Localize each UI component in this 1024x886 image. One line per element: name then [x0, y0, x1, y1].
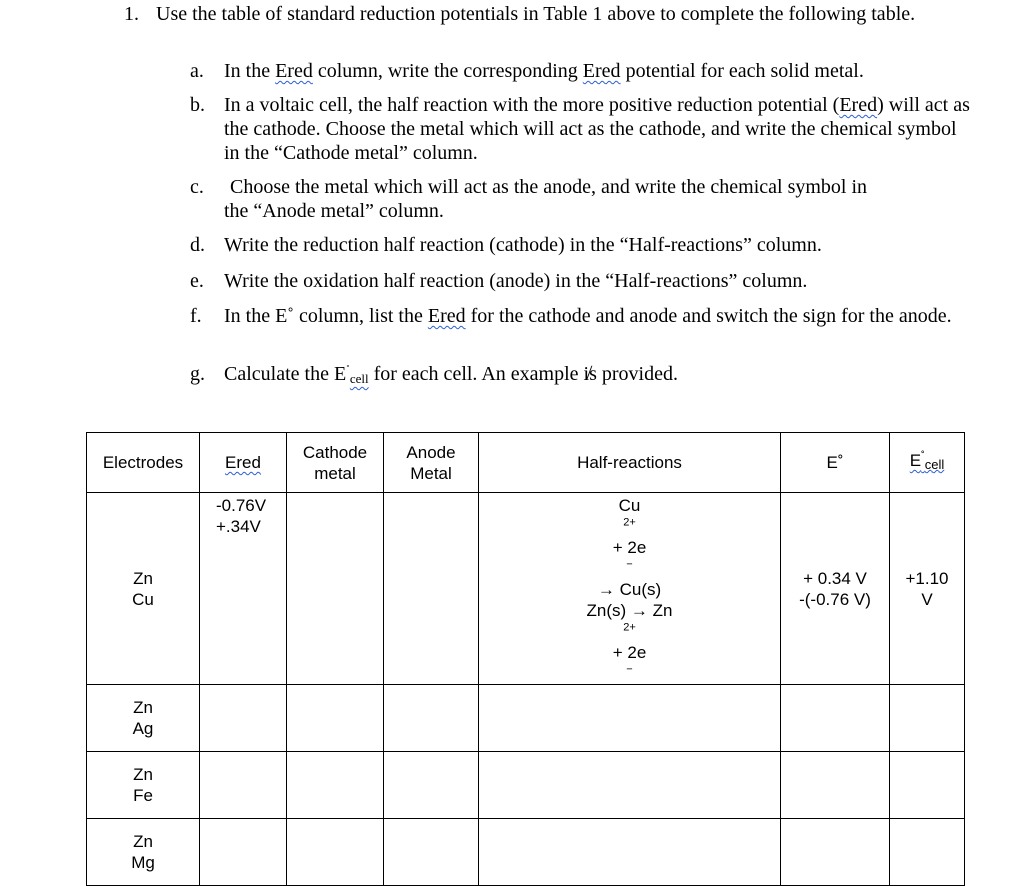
table-header-row — [87, 433, 965, 493]
instruction-g-label: g. — [190, 363, 205, 385]
instruction-f-label: f. — [190, 305, 202, 327]
half-reactions-cell[interactable] — [479, 752, 781, 819]
instruction-f-text: In the E˚ column, list the Ered for the cathode and anode and switch the sign for the anode. — [224, 305, 952, 327]
e-standard-cell[interactable] — [781, 752, 890, 819]
electrodes-cell: Zn Mg — [87, 819, 200, 886]
instruction-c-text: Choose the metal which will act as the anode, and write the chemical symbol in the “Anode metal” column. — [224, 176, 868, 222]
instruction-a-text: In the Ered column, write the corresponding Ered potential for each solid metal. — [224, 60, 864, 82]
reduction-potential-table — [86, 432, 965, 886]
half-reactions-cell[interactable]: Cu $^{2+}$ + 2e − → Cu(s) Zn(s) → Zn $^{2+}$ + 2e − — [479, 493, 781, 685]
instruction-b-label: b. — [190, 94, 205, 116]
e-standard-cell[interactable] — [781, 685, 890, 752]
ered-cell[interactable] — [200, 685, 287, 752]
instruction-e-text: Write the oxidation half reaction (anode) in the “Half-reactions” column. — [224, 270, 808, 292]
header-anode-metal: Anode Metal — [384, 433, 479, 493]
header-e-cell: $E^˚_{cell}$ — [890, 433, 965, 493]
ered-cell[interactable] — [200, 752, 287, 819]
table-row — [87, 819, 965, 886]
cathode-metal-cell[interactable] — [287, 493, 384, 685]
question-number: 1. — [124, 3, 139, 25]
anode-metal-cell[interactable] — [384, 752, 479, 819]
ered-cell[interactable]: -0.76V +.34V — [200, 493, 287, 685]
ered-cell[interactable] — [200, 819, 287, 886]
table-row — [87, 752, 965, 819]
table-row — [87, 685, 965, 752]
instruction-c-label: c. — [190, 176, 204, 198]
half-reactions-cell[interactable] — [479, 685, 781, 752]
instruction-d-label: d. — [190, 234, 205, 256]
instruction-e-label: e. — [190, 270, 204, 292]
electrodes-cell: Zn Ag — [87, 685, 200, 752]
header-cathode-metal: Cathode metal — [287, 433, 384, 493]
anode-metal-cell[interactable] — [384, 819, 479, 886]
header-ered: Ered — [200, 433, 287, 493]
table-row — [87, 493, 965, 685]
electrodes-cell: Zn Fe — [87, 752, 200, 819]
cathode-metal-cell[interactable] — [287, 752, 384, 819]
half-reactions-cell[interactable] — [479, 819, 781, 886]
e-cell-cell[interactable] — [890, 752, 965, 819]
e-cell-cell[interactable] — [890, 819, 965, 886]
instruction-g-text: Calculate the $E^˚_{cell}$ for each cell. An example is provided. — [224, 363, 678, 386]
anode-metal-cell[interactable] — [384, 685, 479, 752]
anode-metal-cell[interactable] — [384, 493, 479, 685]
e-standard-cell[interactable] — [781, 819, 890, 886]
e-cell-cell[interactable]: +1.10 V — [890, 493, 965, 685]
header-e-standard: E˚ — [781, 433, 890, 493]
e-standard-cell[interactable]: + 0.34 V -(-0.76 V) — [781, 493, 890, 685]
cathode-metal-cell[interactable] — [287, 685, 384, 752]
e-cell-cell[interactable] — [890, 685, 965, 752]
electrodes-cell: Zn Cu — [87, 493, 200, 685]
header-electrodes: Electrodes — [87, 433, 200, 493]
question-text: Use the table of standard reduction potentials in Table 1 above to complete the following table. — [156, 3, 916, 25]
cathode-metal-cell[interactable] — [287, 819, 384, 886]
instruction-d-text: Write the reduction half reaction (cathode) in the “Half-reactions” column. — [224, 234, 822, 256]
instruction-b-text: In a voltaic cell, the half reaction with the more positive reduction potential (Ered) will act as the cathode. Choose the metal which will act as the cathode, and write the chemical symbol in the “Cathode metal” column. — [224, 94, 970, 164]
instruction-a-label: a. — [190, 60, 204, 82]
header-half-reactions: Half-reactions — [479, 433, 781, 493]
